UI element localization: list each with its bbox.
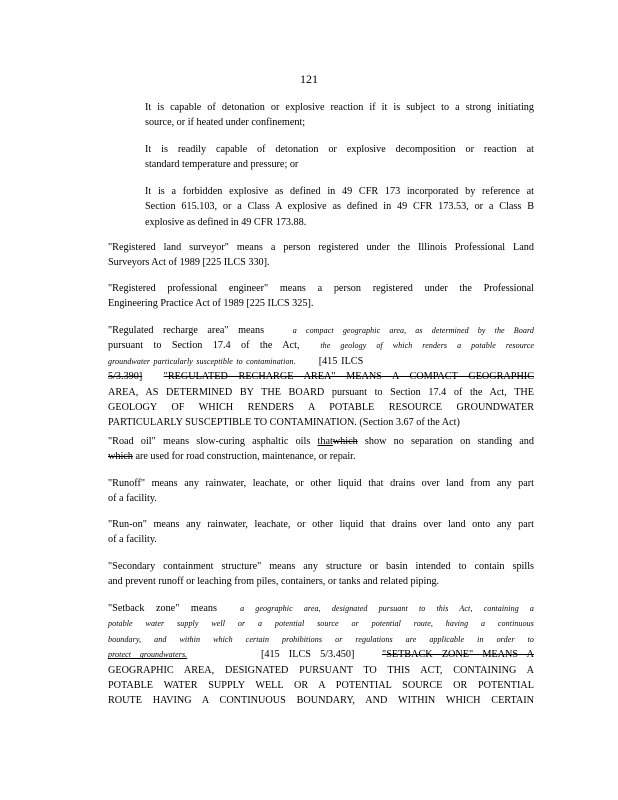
text-line: "Runoff" means any rainwater, leachate, or other liquid that drains over land from any part bbox=[108, 478, 534, 489]
small-italic-text: potable water supply well or a potential source or potential route, having a continuous bbox=[108, 619, 534, 629]
text-line: PARTICULARLY SUSCEPTIBLE TO CONTAMINATION. (Section 3.67 of the Act) bbox=[108, 417, 460, 429]
text-line: It is capable of detonation or explosive reaction if it is subject to a strong initiating bbox=[145, 102, 534, 113]
term-text: "Regulated recharge area" means bbox=[108, 325, 265, 336]
text-line: POTABLE WATER SUPPLY WELL OR A POTENTIAL SOURCE OR POTENTIAL bbox=[108, 680, 534, 692]
small-italic-text: boundary, and within which certain prohibitions or regulations are applicable in order to bbox=[108, 634, 534, 644]
text-line: Section 615.103, or a Class A explosive as defined in 49 CFR 173.53, or a Class B bbox=[145, 201, 534, 213]
text-line: Surveyors Act of 1989 [225 ILCS 330]. bbox=[108, 257, 270, 269]
text-line: It is readily capable of detonation or explosive decomposition or reaction at bbox=[145, 144, 534, 155]
text-line: standard temperature and pressure; or bbox=[145, 159, 299, 171]
small-italic-text: a compact geographic area, as determined by the Board bbox=[292, 326, 535, 335]
term-text: "Setback zone" means bbox=[108, 603, 217, 614]
small-italic-text: protect groundwaters. bbox=[108, 650, 188, 660]
text-span: show no separation on standing and bbox=[364, 436, 534, 447]
definition-runoff bbox=[108, 476, 534, 507]
struck-text: 5/3.390] bbox=[108, 371, 143, 383]
text-line: of a facility. bbox=[108, 493, 157, 505]
subitem-readily-capable bbox=[145, 142, 534, 173]
text-line: GEOGRAPHIC AREA, DESIGNATED PURSUANT TO THIS ACT, CONTAINING A bbox=[108, 664, 534, 676]
text-line: "Run-on" means any rainwater, leachate, or other liquid that drains over land onto any part bbox=[108, 519, 534, 530]
struck-text: which bbox=[108, 451, 133, 463]
text-line: and prevent runoff or leaching from piles, containers, or tanks and related piping. bbox=[108, 576, 440, 588]
definition-registered-land-surveyor bbox=[108, 240, 534, 271]
text-line: AREA, AS DETERMINED BY THE BOARD pursuant to Section 17.4 of the Act, THE bbox=[108, 386, 534, 398]
text-span: are used for road construction, maintenance, or repair. bbox=[135, 451, 356, 463]
text-line: "Registered professional engineer" means a person registered under the Professional bbox=[108, 283, 534, 294]
struck-text: "SETBACK ZONE" MEANS A bbox=[382, 649, 535, 661]
definition-secondary-containment-structure bbox=[108, 559, 534, 590]
text-line: "Secondary containment structure" means any structure or basin intended to contain spills bbox=[108, 561, 534, 572]
inserted-text: that bbox=[317, 436, 333, 447]
text-line: of a facility. bbox=[108, 534, 157, 546]
definition-road-oil bbox=[108, 434, 534, 465]
text-line: Engineering Practice Act of 1989 [225 ILCS 325]. bbox=[108, 298, 314, 310]
definition-run-on bbox=[108, 517, 534, 548]
definition-regulated-recharge-area bbox=[108, 323, 534, 431]
text-line: GEOLOGY OF WHICH RENDERS A POTABLE RESOURCE GROUNDWATER bbox=[108, 402, 534, 414]
citation-text: [415 ILCS 5/3.450] bbox=[260, 649, 355, 661]
small-italic-text: groundwater particularly susceptible to contamination. bbox=[108, 356, 296, 366]
text-line: "Registered land surveyor" means a person registered under the Illinois Professional Land bbox=[108, 242, 534, 253]
small-italic-text: the geology of which renders a potable resource bbox=[320, 341, 535, 351]
citation-text: [415 ILCS bbox=[318, 355, 364, 367]
page-number: 121 bbox=[300, 72, 318, 86]
definition-setback-zone bbox=[108, 601, 534, 709]
text-line: It is a forbidden explosive as defined in 49 CFR 173 incorporated by reference at bbox=[145, 186, 534, 197]
term-text: "Road oil" means slow-curing asphaltic oils bbox=[108, 436, 311, 447]
subitem-forbidden-explosive bbox=[145, 184, 534, 230]
text-line: ROUTE HAVING A CONTINUOUS BOUNDARY, AND WITHIN WHICH CERTAIN bbox=[108, 695, 534, 707]
text-line: source, or if heated under confinement; bbox=[145, 117, 306, 129]
struck-text: "REGULATED RECHARGE AREA" MEANS A COMPACT GEOGRAPHIC bbox=[163, 371, 534, 383]
small-italic-text: a geographic area, designated pursuant to this Act, containing a bbox=[240, 604, 535, 613]
definition-registered-professional-engineer bbox=[108, 281, 534, 312]
text-line: explosive as defined in 49 CFR 173.88. bbox=[145, 216, 307, 228]
term-text: pursuant to Section 17.4 of the Act, bbox=[108, 340, 300, 352]
struck-text: which bbox=[332, 436, 358, 447]
subitem-capable-of-detonation bbox=[145, 100, 534, 131]
